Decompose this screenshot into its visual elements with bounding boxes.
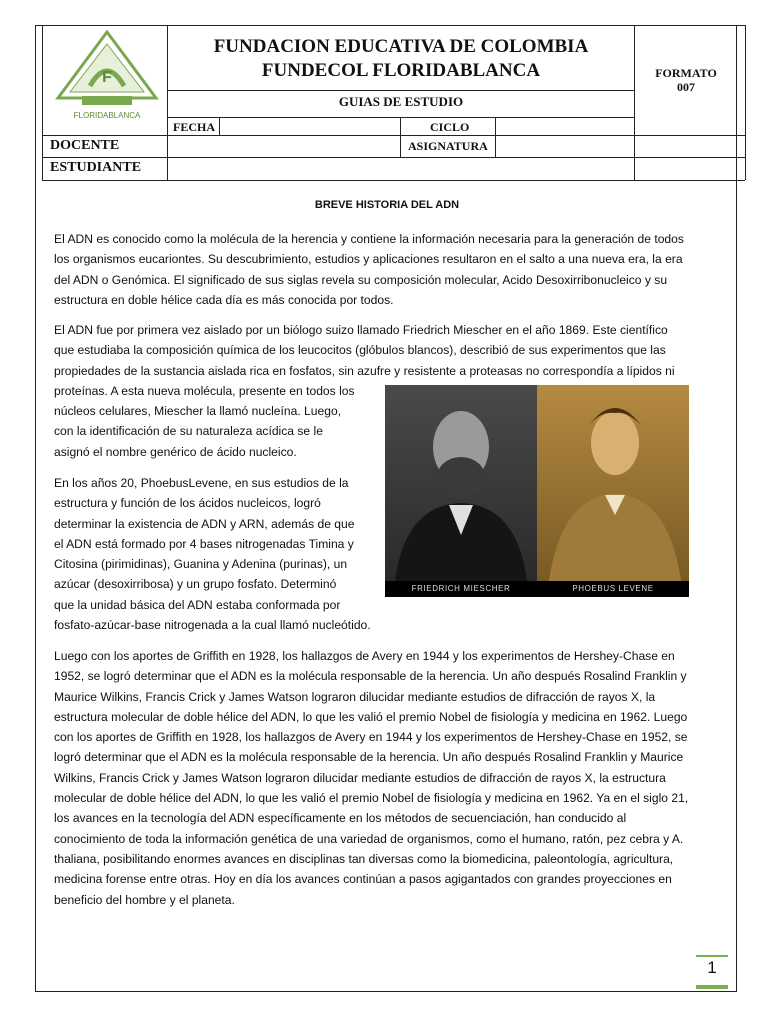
fecha-label: FECHA: [173, 120, 215, 134]
page-number-rule-bottom: [696, 985, 728, 989]
page-number: 1: [707, 958, 717, 977]
school-branch: FUNDECOL FLORIDABLANCA: [261, 60, 541, 81]
ciclo-label: CICLO: [430, 120, 470, 134]
document-heading: BREVE HISTORIA DEL ADN: [314, 199, 460, 211]
scientists-photo: [385, 385, 689, 597]
miescher-portrait: [385, 385, 537, 581]
school-logo: [52, 28, 162, 120]
docente-label: DOCENTE: [50, 138, 120, 153]
formato-code: FORMATO 007: [655, 66, 717, 94]
paragraph-2: El ADN fue por primera vez aislado por un biólogo suizo llamado Friedrich Miescher en el año 1869. Este científico que estudiaba la composición química de los leucocitos (glóbulos blancos), describió de sus experimentos que las propiedades de la sustancia aislada rica en fosfatos, sin azufre y resistente a proteasas no correspondía a lípidos ni proteínas. A esta nueva molécula, presente en todos los núcleos celulares, Miescher la llamó nucleína. Luego, con la identificación de su naturaleza acídica se le asignó el nombre genérico de ácido nucleico.: [54, 323, 675, 459]
svg-text:FLORIDABLANCA: FLORIDABLANCA: [73, 111, 141, 120]
svg-text:F: F: [102, 69, 112, 86]
document-type: GUIAS DE ESTUDIO: [338, 94, 464, 109]
paragraph-1: El ADN es conocido como la molécula de la herencia y contiene la información necesaria para la generación de todos los organismos eucariontes. Su descubrimiento, estudios y aplicaciones resultaron en el salto a una nueva era, la era del ADN o Genómica. El significado de sus siglas revela su composición molecular, Acido Desoxirribonucleico y su estructura en doble hélice cada día es más conocida por todos.: [54, 232, 684, 307]
page-number-rule-top: [696, 955, 728, 957]
school-name: FUNDACION EDUCATIVA DE COLOMBIA: [213, 36, 589, 57]
paragraph-4: Luego con los aportes de Griffith en 1928, los hallazgos de Avery en 1944 y los experimentos de Hershey-Chase en 1952, se logró determinar que el ADN es la molécula responsable de la herencia. Un año después Rosalind Franklin y Maurice Wilkins, Francis Crick y James Watson lograron dilucidar mediante estudios de difracción de rayos X, la estructura molecular de doble hélice del ADN, lo que les valió el premio Nobel de fisiología y medicina en 1962. Luego con los aportes de Griffith en 1928, los hallazgos de Avery en 1944 y los experimentos de Hershey-Chase en 1952, se logró determinar que el ADN es la molécula responsable de la herencia. Un año después Rosalind Franklin y Maurice Wilkins, Francis Crick y James Watson lograron dilucidar mediante estudios de difracción de rayos X, la estructura molecular de doble hélice del ADN, lo que les valió el premio Nobel de fisiología y medicina en 1962. Ya en el siglo 21, los avances en la tecnología del ADN específicamente en los métodos de secuenciación, han conducido al conocimiento de toda la información genética de una variedad de organismos, como el humano, ratón, pez cebra y A. thaliana, posibilitando enormes avances en disciplinas tan diversas como la biomedicina, paleontología, agricultura, medicina forense entre otras. Hoy en día los avances continúan a pasos agigantados con grandes proyecciones en beneficio del hombre y el planeta.: [54, 649, 689, 907]
paragraph-3: En los años 20, PhoebusLevene, en sus estudios de la estructura y función de los ácidos nucleicos, logró determinar la existencia de ADN y ARN, además de que el ADN está formado por 4 bases nitrogenadas Timina y Citosina (pirimidinas), Guanina y Adenina (purinas), un azúcar (desoxirribosa) y un grupo fosfato. Determinó que la unidad básica del ADN estaba conformada por fosfato-azúcar-base nitrogenada a la cual llamó nucleótido.: [54, 476, 371, 633]
estudiante-label: ESTUDIANTE: [50, 160, 142, 175]
levene-caption: PHOEBUS LEVENE: [572, 584, 654, 593]
miescher-caption: FRIEDRICH MIESCHER: [411, 584, 511, 593]
asignatura-label: ASIGNATURA: [408, 139, 488, 153]
levene-portrait: [537, 385, 689, 581]
